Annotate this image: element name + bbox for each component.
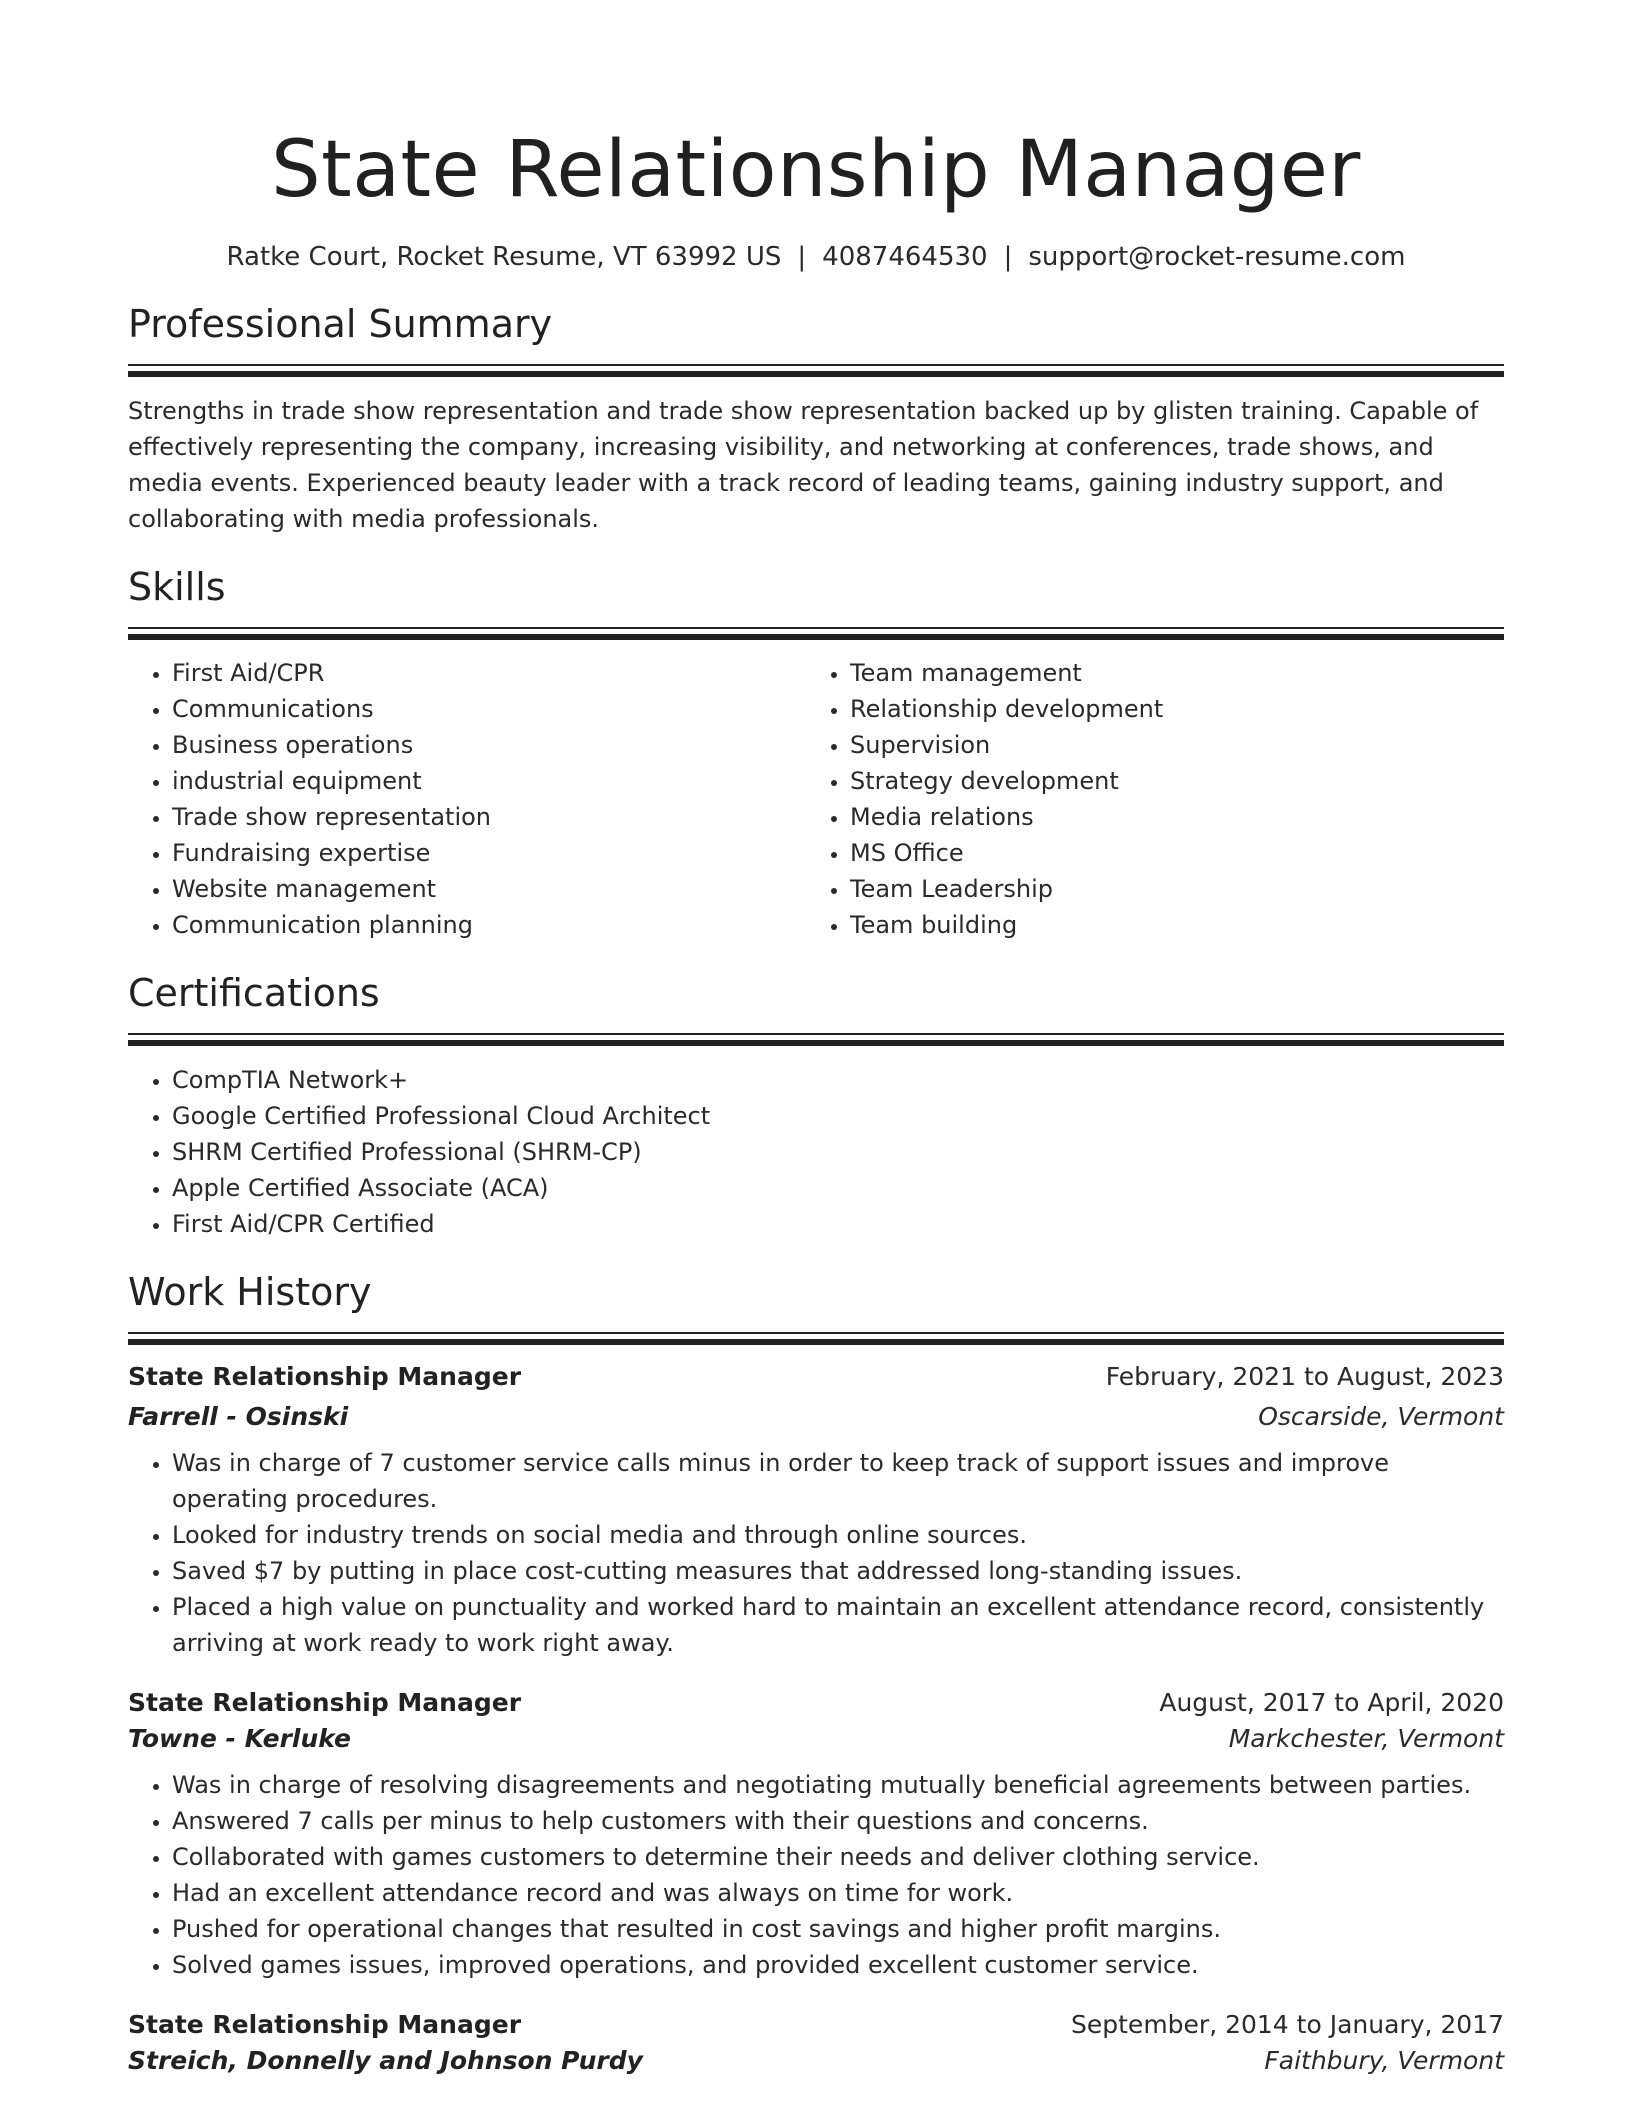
job-entry [128, 2007, 1504, 2079]
job-bullet: • Pushed for operational changes that resulted in cost savings and higher profit margins. [172, 1911, 1504, 1947]
section-divider [128, 1332, 1504, 1334]
section-divider [128, 1033, 1504, 1035]
job-title: State Relationship Manager [128, 2010, 522, 2039]
contact-email[interactable]: support@rocket-resume.com [1028, 242, 1406, 272]
job-company-row [128, 1721, 1504, 1757]
section-divider [128, 364, 1504, 366]
job-bullets [128, 1445, 1504, 1661]
skill-item: • Team building [850, 907, 1592, 943]
job-bullet: • Answered 7 calls per minus to help customers with their questions and concerns. [172, 1803, 1504, 1839]
certifications-section [128, 969, 1504, 1242]
job-company-row [128, 2043, 1504, 2079]
section-divider [128, 1339, 1504, 1345]
job-company-row [128, 1399, 1504, 1435]
certification-item: • SHRM Certified Professional (SHRM-CP) [172, 1134, 1504, 1170]
skills-left-list [128, 655, 806, 943]
contact-address: Ratke Court, Rocket Resume, VT 63992 US [226, 242, 782, 272]
resume-title: State Relationship Manager [271, 125, 1361, 215]
job-title: State Relationship Manager [128, 1688, 522, 1717]
skill-item: • Team Leadership [850, 871, 1592, 907]
section-divider [128, 627, 1504, 629]
work-history-heading: Work History [128, 1270, 372, 1314]
certification-item: • Apple Certified Associate (ACA) [172, 1170, 1504, 1206]
job-bullet: • Collaborated with games customers to determine their needs and deliver clothing service. [172, 1839, 1504, 1875]
skill-item: • Strategy development [850, 763, 1592, 799]
job-bullets [128, 1767, 1504, 1983]
job-title: State Relationship Manager [128, 1362, 522, 1391]
job-company: Streich, Donnelly and Johnson Purdy [128, 2046, 643, 2075]
resume-page [128, 0, 1504, 2079]
skill-item: • Fundraising expertise [172, 835, 806, 871]
skills-columns [128, 655, 1504, 943]
job-entry [128, 1685, 1504, 1983]
job-company: Towne - Kerluke [128, 1724, 351, 1753]
contact-separator: | [797, 242, 807, 272]
summary-text: Strengths in trade show representation and trade show representation backed up by glisten training. Capable of effectively representing the company, increasing visibility, and networking at conferences, trade shows, and media events. Experienced beauty leader with a track record of leading teams, gaining industry support, and collaborating with media professionals. [128, 397, 1479, 533]
job-location: Oscarside, Vermont [1258, 1402, 1504, 1431]
skill-item: • Team management [850, 655, 1592, 691]
skill-item: • Business operations [172, 727, 806, 763]
skill-item: • Media relations [850, 799, 1592, 835]
job-bullet: • Looked for industry trends on social media and through online sources. [172, 1517, 1504, 1553]
job-dates: August, 2017 to April, 2020 [1159, 1688, 1504, 1717]
skill-item: • Communication planning [172, 907, 806, 943]
job-dates: February, 2021 to August, 2023 [1105, 1362, 1504, 1391]
job-bullet: • Saved $7 by putting in place cost-cutting measures that addressed long-standing issues. [172, 1553, 1504, 1589]
skill-item: • Website management [172, 871, 806, 907]
certification-item: • CompTIA Network+ [172, 1062, 1504, 1098]
skill-item: • MS Office [850, 835, 1592, 871]
contact-separator: | [1003, 242, 1013, 272]
skills-section [128, 563, 1504, 943]
job-location: Faithbury, Vermont [1264, 2046, 1504, 2075]
work-history-section [128, 1268, 1504, 2079]
job-header-row [128, 1359, 1504, 1395]
skill-item: • Supervision [850, 727, 1592, 763]
job-entry [128, 1359, 1504, 1661]
skill-item: • Trade show representation [172, 799, 806, 835]
contact-line [128, 240, 1504, 274]
job-bullet: • Was in charge of 7 customer service calls minus in order to keep track of support issues and improve operating procedures. [172, 1445, 1504, 1517]
skills-heading: Skills [128, 565, 226, 609]
contact-phone: 4087464530 [822, 242, 988, 272]
section-divider [128, 371, 1504, 377]
job-bullet: • Placed a high value on punctuality and worked hard to maintain an excellent attendance record, consistently arriving at work ready to work right away. [172, 1589, 1504, 1661]
job-location: Markchester, Vermont [1228, 1724, 1504, 1753]
certification-item: • Google Certified Professional Cloud Architect [172, 1098, 1504, 1134]
job-company: Farrell - Osinski [128, 1402, 349, 1431]
certifications-heading: Certifications [128, 971, 380, 1015]
certification-item: • First Aid/CPR Certified [172, 1206, 1504, 1242]
job-header-row [128, 2007, 1504, 2043]
skills-right-list [806, 655, 1592, 943]
summary-section [128, 300, 1504, 537]
summary-heading: Professional Summary [128, 302, 553, 346]
certifications-list [128, 1062, 1504, 1242]
skill-item: • First Aid/CPR [172, 655, 806, 691]
skill-item: • Communications [172, 691, 806, 727]
job-header-row [128, 1685, 1504, 1721]
job-bullet: • Solved games issues, improved operations, and provided excellent customer service. [172, 1947, 1504, 1983]
job-bullet: • Was in charge of resolving disagreements and negotiating mutually beneficial agreements between parties. [172, 1767, 1504, 1803]
skill-item: • industrial equipment [172, 763, 806, 799]
section-divider [128, 634, 1504, 640]
section-divider [128, 1040, 1504, 1046]
job-dates: September, 2014 to January, 2017 [1071, 2010, 1504, 2039]
skill-item: • Relationship development [850, 691, 1592, 727]
job-bullet: • Had an excellent attendance record and was always on time for work. [172, 1875, 1504, 1911]
